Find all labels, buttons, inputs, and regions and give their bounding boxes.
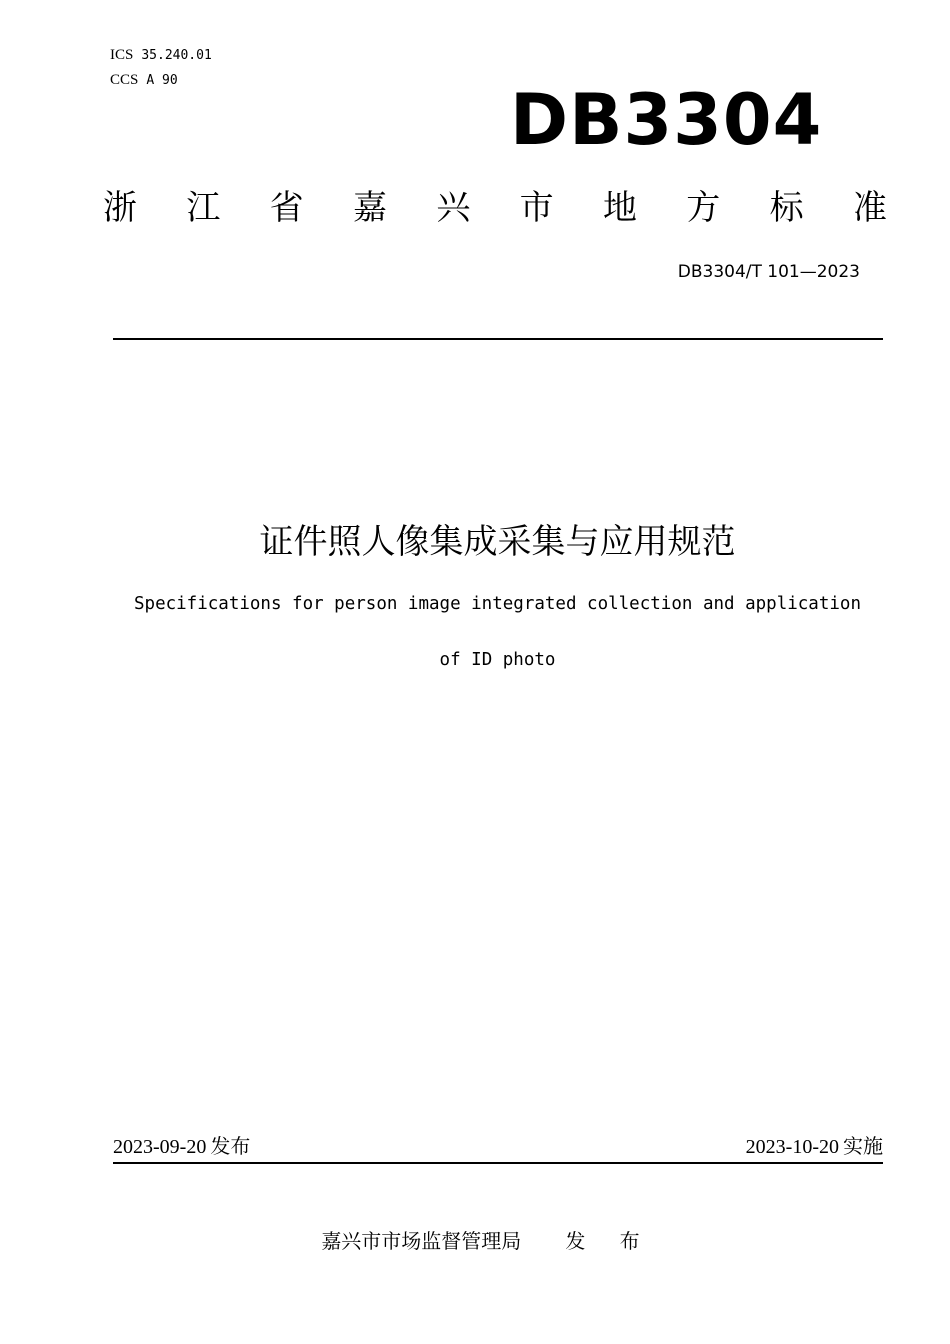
standard-type-char: 市	[519, 188, 554, 228]
ccs-code	[110, 73, 178, 88]
document-title-english-line1: Specifications for person image integrated collection and application	[134, 594, 861, 614]
ccs-label: CCS	[110, 72, 139, 88]
implementation-date-value: 2023-10-20	[745, 1136, 839, 1158]
issue-date-label: 发布	[210, 1134, 251, 1158]
ccs-value: A 90	[146, 73, 178, 88]
ics-label: ICS	[110, 47, 134, 63]
publisher-name: 嘉兴市市场监督管理局	[321, 1229, 522, 1253]
standard-type-char: 江	[186, 188, 221, 228]
standard-type-char: 地	[602, 188, 637, 228]
standard-number: DB3304/T 101—2023	[677, 262, 860, 282]
ics-value: 35.240.01	[141, 48, 212, 63]
document-title-chinese: 证件照人像集成采集与应用规范	[259, 522, 736, 562]
date-divider	[113, 1162, 883, 1164]
publish-label: 发 布	[565, 1229, 654, 1253]
standard-type	[100, 183, 890, 233]
issue-date-value: 2023-09-20	[113, 1136, 207, 1158]
implementation-date	[746, 1133, 883, 1160]
issue-date	[113, 1133, 250, 1160]
implementation-date-label: 实施	[843, 1134, 883, 1158]
standard-type-char: 兴	[436, 188, 471, 228]
standard-type-char: 标	[769, 188, 804, 228]
header-divider	[113, 338, 883, 340]
standard-type-char: 方	[686, 188, 721, 228]
document-title-english-line2: of ID photo	[439, 650, 556, 670]
standard-type-char: 嘉	[352, 188, 387, 228]
publisher-line	[0, 1226, 950, 1256]
standard-type-char: 浙	[103, 188, 137, 228]
standard-code: DB3304	[510, 79, 823, 161]
ics-code	[110, 48, 212, 63]
standard-type-char: 省	[269, 188, 304, 228]
standard-type-char: 准	[852, 188, 887, 228]
